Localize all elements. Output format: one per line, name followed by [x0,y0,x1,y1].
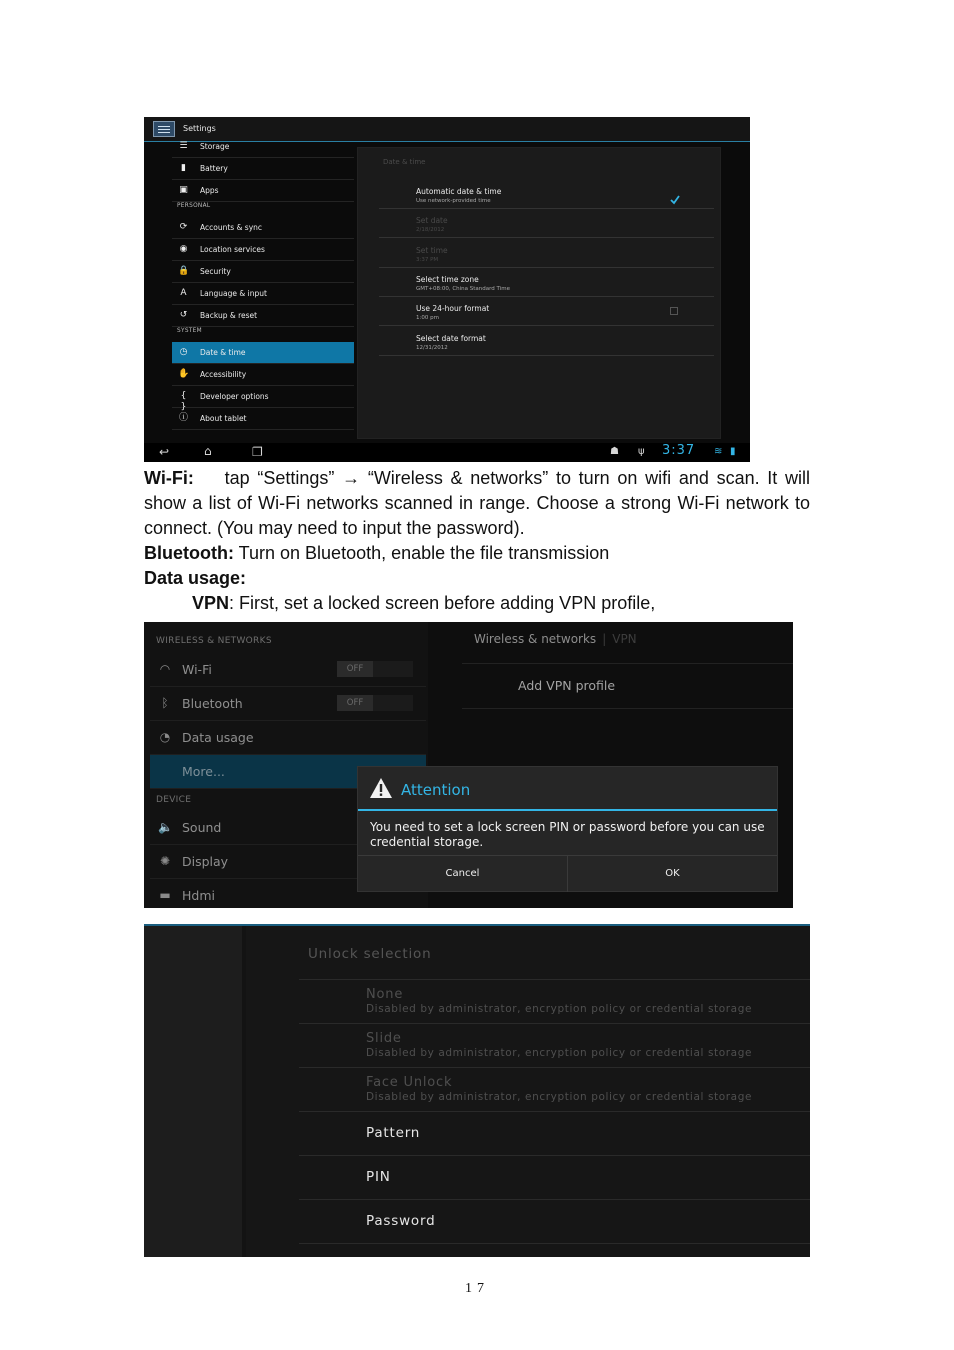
settings-item-data-usage[interactable] [150,721,426,755]
braces-icon: { } [180,391,187,412]
option-disabled-note: Disabled by administrator, encryption policy or credential storage [366,1047,753,1059]
setting-title: Use 24-hour format [416,304,490,314]
toggle-state: OFF [337,695,373,711]
sidebar-item-label: Backup & reset [200,311,258,320]
system-nav-bar [144,443,750,462]
sidebar-item-label: Developer options [200,392,269,401]
settings-app-icon[interactable] [153,121,175,137]
toggle-state: OFF [337,661,373,677]
setting-title: Select date format [416,333,486,343]
setting-summary: 2/18/2012 [416,227,445,234]
settings-item-label: Display [182,854,229,869]
checkmark-icon [670,195,680,205]
option-title: Password [366,1213,436,1229]
sidebar-item-label: Language & input [200,289,267,298]
sidebar-item-location-services[interactable] [172,239,354,261]
settings-item-wi-fi[interactable] [150,653,426,687]
settings-item-label: More... [182,764,225,779]
sidebar-item-label: Location services [200,245,265,254]
unlock-option-pattern[interactable] [366,1125,420,1141]
setting-automatic-date-time[interactable] [379,180,714,209]
warning-icon [369,777,393,799]
panel-header: Date & time [383,158,426,166]
vpn-attention-screenshot [144,622,793,908]
settings-item-label: Sound [182,820,222,835]
sidebar-item-language-input[interactable] [172,283,354,305]
breadcrumb-vpn: VPN [612,632,637,646]
bluetooth-icon: ᛒ [161,696,169,710]
setting-set-date [379,209,714,238]
unlock-selection-screenshot [144,924,810,1257]
option-title: None [366,987,404,1002]
vpn-label: VPN [192,593,230,613]
home-icon[interactable]: ⌂ [204,444,212,458]
settings-date-time-screenshot [144,117,750,462]
unlock-option-slide [366,1031,752,1059]
checkbox[interactable] [670,307,678,315]
sound-icon: 🔈 [158,820,173,834]
breadcrumb-wireless[interactable]: Wireless & networks [474,632,597,646]
apps-icon: ▣ [179,185,188,195]
sidebar-item-battery[interactable] [172,158,354,180]
sidebar-item-accounts-sync[interactable] [172,217,354,239]
dialog-title: Attention [401,781,471,799]
setting-set-time [379,239,714,268]
bluetooth-body: Turn on Bluetooth, enable the file transmission [238,543,610,563]
setting-title: Select time zone [416,274,479,284]
hdmi-icon: ▬ [159,888,171,902]
sync-icon: ⟳ [179,222,188,232]
sidebar-item-storage[interactable] [172,136,354,158]
sidebar-item-label: Date & time [200,348,246,357]
date-time-panel [357,147,721,439]
settings-item-label: Wi-Fi [182,662,212,677]
sidebar-item-label: Apps [200,186,219,195]
setting-select-time-zone[interactable] [379,268,714,297]
battery-status-icon: ▮ [730,446,736,457]
personal-header: PERSONAL [177,203,211,209]
setting-summary: GMT+08:00, China Standard Time [416,285,511,292]
option-title: Face Unlock [366,1075,453,1090]
sidebar-item-label: Battery [200,164,228,173]
backup-icon: ↺ [179,310,188,320]
add-vpn-profile[interactable]: Add VPN profile [518,678,616,693]
sidebar-item-date-time[interactable] [172,342,354,364]
option-title: Pattern [366,1125,421,1141]
system-header: SYSTEM [177,328,202,334]
setting-title: Set time [416,245,448,255]
action-bar-title: Settings [183,124,216,133]
wifi-paragraph [144,466,810,541]
option-disabled-note: Disabled by administrator, encryption policy or credential storage [366,1003,753,1015]
bluetooth-label: Bluetooth: [144,543,234,563]
storage-icon: ☰ [179,141,188,151]
status-clock: 3:37 [662,443,696,458]
setting-title: Set date [416,216,448,226]
option-title: PIN [366,1169,391,1185]
setting-summary: Use network-provided time [416,198,491,204]
unlock-option-pin[interactable] [366,1169,391,1185]
sidebar-item-security[interactable] [172,261,354,283]
unlock-header: Unlock selection [308,946,432,962]
ok-button[interactable]: OK [665,868,680,879]
settings-item-label: Hdmi [182,888,215,903]
settings-item-bluetooth[interactable] [150,687,426,721]
sidebar-item-label: Storage [200,142,230,151]
wifi-signal-icon: ≋ [714,446,723,457]
setting-summary: 3:37 PM [416,256,439,263]
breadcrumb: Wireless & networks | VPN [474,632,637,646]
sidebar-item-label: Security [200,267,231,276]
left-column [144,926,246,1257]
language-icon: A [180,288,187,298]
settings-item-label: Data usage [182,730,254,745]
hand-icon: ✋ [178,369,190,379]
clock-icon: ◷ [179,347,188,357]
sidebar-item-backup-reset[interactable] [172,305,354,327]
wifi-body: tap “Settings” → “Wireless & networks” to turn on wifi and scan. It will show a list of Wi-Fi networks scanned in range. Choose a strong Wi-Fi network to connect. (You may need to input the password). [144,468,810,538]
vpn-paragraph [192,591,812,616]
dialog-buttons [358,855,777,892]
sidebar-item-label: Accessibility [200,370,247,379]
setting-title: Automatic date & time [416,187,502,196]
wifi-label: Wi-Fi: [144,468,194,488]
toggle-switch[interactable] [337,695,413,711]
info-icon: ⓘ [178,413,188,423]
unlock-option-password[interactable] [366,1213,435,1229]
setting-summary: 1:00 pm [416,315,439,322]
sidebar-item-label: About tablet [200,414,247,423]
sidebar-item-developer-options[interactable] [172,386,354,412]
vpn-body: : First, set a locked screen before adding VPN profile, [229,593,656,613]
unlock-option-face-unlock [366,1075,752,1103]
toggle-switch[interactable] [337,661,413,677]
display-icon: ✺ [159,854,171,868]
dialog-message: You need to set a lock screen PIN or password before you can use credential storage. [370,820,765,849]
usb-icon: ψ [638,446,645,457]
device-header: DEVICE [156,795,192,805]
dialog-header [358,767,777,811]
location-icon: ◉ [179,244,188,254]
wireless-header: WIRELESS & NETWORKS [156,636,272,646]
debug-icon: ☗ [610,446,619,457]
setting-use-24-hour-format[interactable] [379,297,714,326]
cancel-button[interactable]: Cancel [358,856,568,892]
setting-select-date-format[interactable] [379,327,714,356]
sidebar-item-label: Accounts & sync [200,223,263,232]
data-usage-heading: Data usage: [144,568,247,588]
sidebar-item-apps[interactable] [172,180,354,202]
page-number: 17 [465,1281,489,1296]
sidebar-item-accessibility[interactable] [172,364,354,386]
recent-apps-icon[interactable]: ❐ [252,445,263,459]
sidebar-item-about-tablet[interactable] [172,408,354,430]
battery-icon: ▮ [181,163,186,173]
unlock-option-none [366,987,752,1015]
back-icon[interactable]: ↩ [159,445,170,459]
checkbox[interactable] [670,190,678,198]
attention-dialog [357,766,778,892]
option-disabled-note: Disabled by administrator, encryption policy or credential storage [366,1091,753,1103]
setting-summary: 12/31/2012 [416,344,448,351]
settings-item-label: Bluetooth [182,696,243,711]
wifi-icon: ◠ [159,662,171,676]
bluetooth-paragraph [144,541,810,566]
settings-sidebar [144,142,356,434]
lock-icon: 🔒 [178,266,190,276]
data-usage-icon: ◔ [159,730,171,744]
option-title: Slide [366,1031,402,1046]
